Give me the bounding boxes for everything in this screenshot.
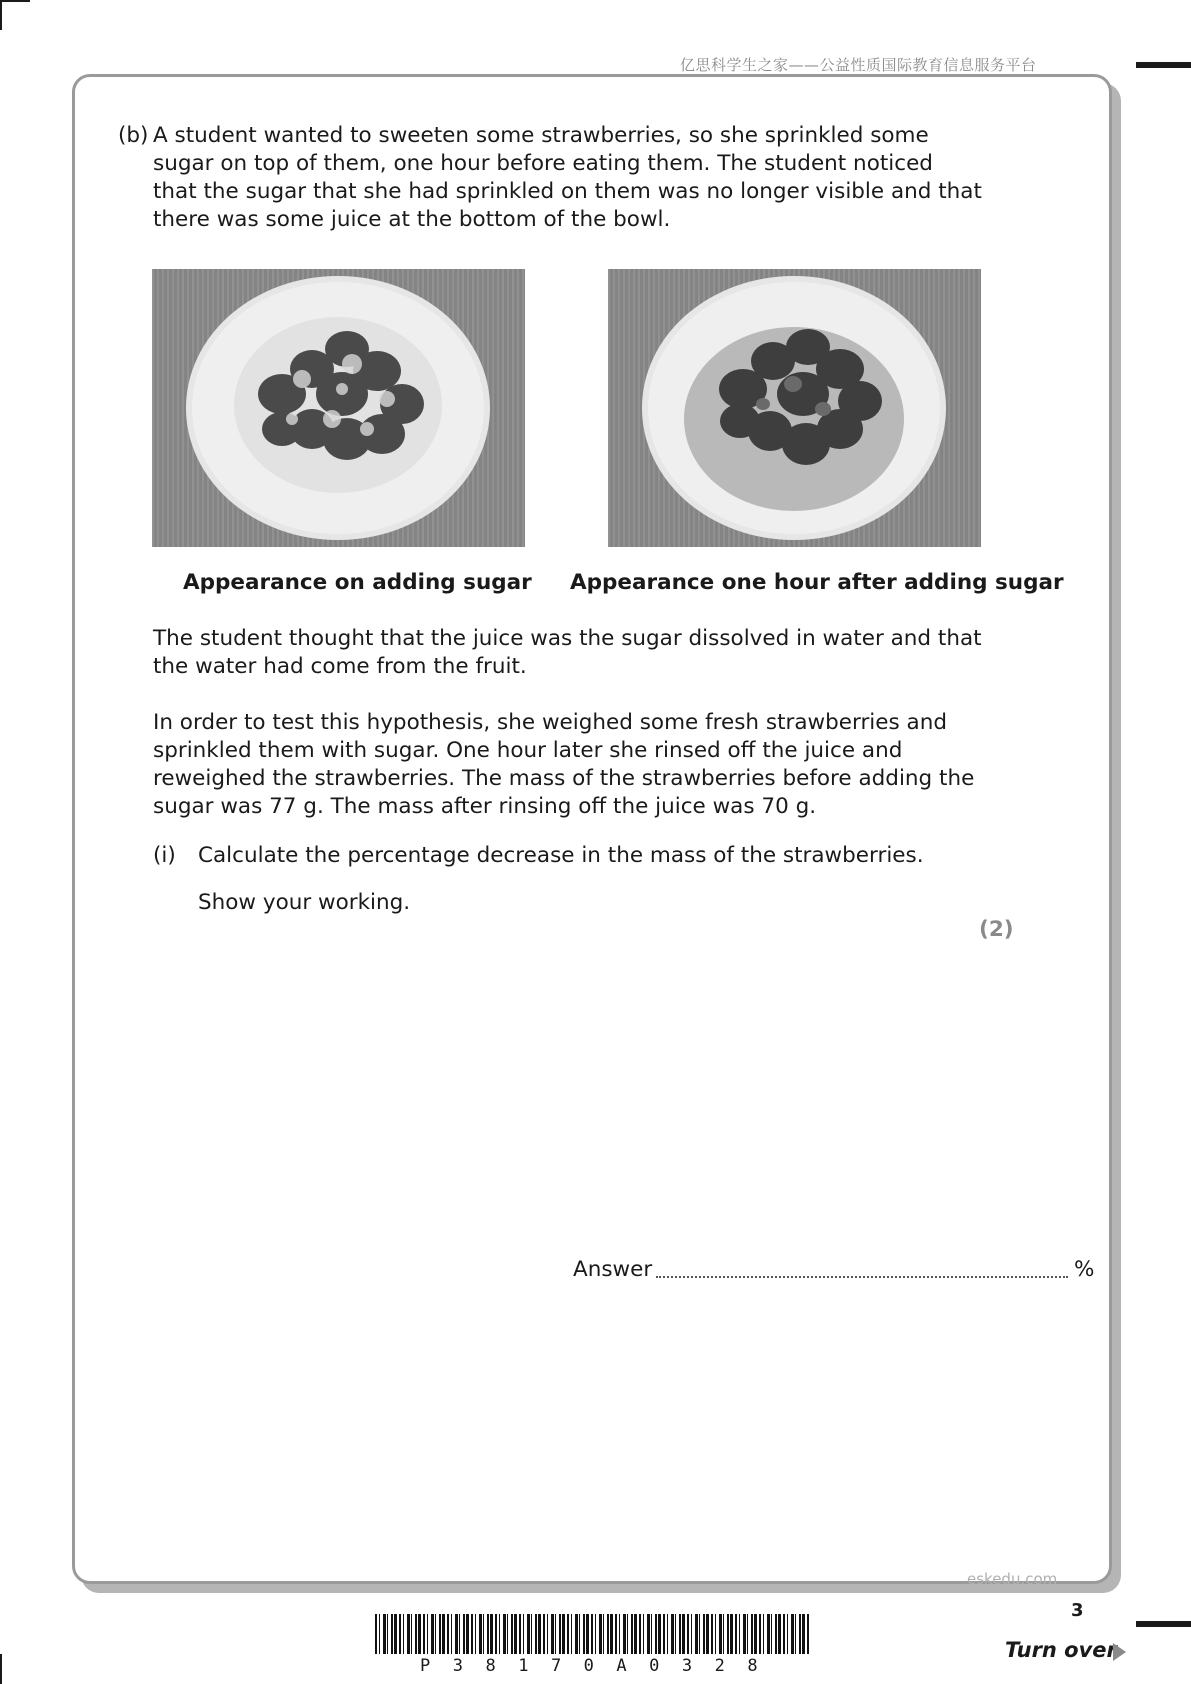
paragraph-hypothesis: The student thought that the juice was the sugar dissolved in water and that the water had come from the fruit. bbox=[153, 626, 982, 679]
barcode-text: P38170A0328 bbox=[420, 1656, 781, 1676]
edge-mark-top-right bbox=[1136, 62, 1191, 68]
photo-strawberries-with-sugar bbox=[152, 269, 525, 547]
sub-question-label: (i) bbox=[153, 843, 176, 868]
sub-question-text: Calculate the percentage decrease in the mass of the strawberries. bbox=[198, 843, 924, 868]
turn-over-label: Turn over bbox=[1005, 1638, 1117, 1662]
watermark: eskedu.com bbox=[967, 1570, 1058, 1588]
corner-mark-vertical bbox=[0, 0, 2, 30]
working-instruction: Show your working. bbox=[198, 890, 411, 915]
turn-over-arrow-icon bbox=[1113, 1643, 1126, 1661]
edge-mark-bottom-left bbox=[0, 1654, 2, 1684]
part-label: (b) bbox=[118, 123, 149, 148]
plate-image-left bbox=[152, 269, 525, 547]
question-intro: A student wanted to sweeten some strawberries, so she sprinkled some sugar on top of them, one hour before eating them. The student noticed that the sugar that she had sprinkled on them was no longer visible and that there was some juice at the bottom of the bowl. bbox=[153, 123, 982, 232]
marks-indicator: (2) bbox=[979, 917, 1014, 942]
paragraph-method: In order to test this hypothesis, she weighed some fresh strawberries and sprinkled them with sugar. One hour later she rinsed off the juice and reweighed the strawberries. The mass of the strawberries before adding the sugar was 77 g. The mass after rinsing off the juice was 70 g. bbox=[153, 710, 975, 819]
page-number: 3 bbox=[1071, 1600, 1084, 1621]
caption-right: Appearance one hour after adding sugar bbox=[570, 570, 1064, 595]
caption-left: Appearance on adding sugar bbox=[183, 570, 532, 595]
corner-mark-horizontal bbox=[0, 0, 30, 2]
answer-label: Answer bbox=[573, 1257, 653, 1282]
plate-image-right bbox=[608, 269, 981, 547]
barcode bbox=[375, 1614, 811, 1654]
photo-strawberries-in-juice bbox=[608, 269, 981, 547]
edge-mark-bottom-right bbox=[1136, 1621, 1191, 1627]
answer-line[interactable] bbox=[656, 1276, 1068, 1278]
answer-unit: % bbox=[1074, 1257, 1095, 1282]
header-site-name: 亿思科学生之家——公益性质国际教育信息服务平台 bbox=[680, 56, 1037, 74]
